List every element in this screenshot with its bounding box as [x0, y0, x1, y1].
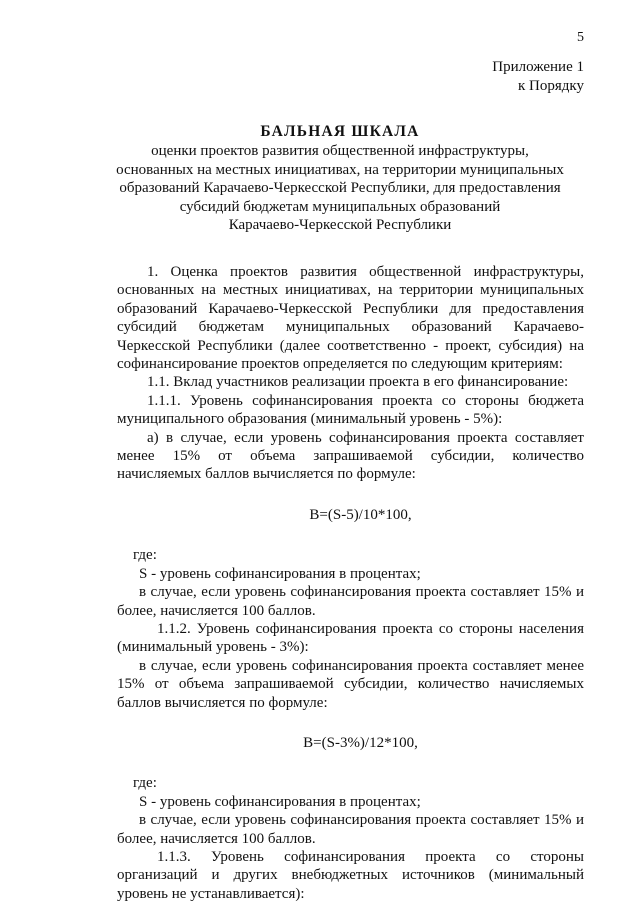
- page-number: 5: [577, 30, 584, 45]
- subtitle-line: образований Карачаево-Черкесской Республики, для предоставления: [119, 180, 561, 196]
- paragraph-1-1-3: 1.1.3. Уровень софинансирования проекта со стороны организаций и других внебюджетных источников (минимальный уровень не устанавливается):: [117, 848, 584, 902]
- where-label-2: где:: [133, 775, 157, 792]
- case-paragraph-2a: в случае, если уровень софинансирования проекта составляет менее 15% от объема запрашиваемой субсидии, количество начисляемых баллов вычисляется по формуле:: [117, 657, 584, 711]
- subtitle-line: Карачаево-Черкесской Республики: [228, 217, 452, 233]
- where-label-1: где:: [133, 547, 157, 564]
- paragraph-1-1-1: 1.1.1. Уровень софинансирования проекта со стороны бюджета муниципального образования (минимальный уровень - 5%):: [117, 392, 584, 428]
- annex-line-2: к Порядку: [518, 78, 584, 94]
- annex-reference: [492, 58, 584, 96]
- formula-1: B=(S-5)/10*100,: [309, 506, 412, 523]
- subtitle-line: оценки проектов развития общественной инфраструктуры,: [151, 143, 529, 159]
- annex-line-1: Приложение 1: [492, 59, 584, 75]
- paragraph-1-1-2: 1.1.2. Уровень софинансирования проекта со стороны населения (минимальный уровень - 3%):: [117, 620, 584, 656]
- paragraph-a: а) в случае, если уровень софинансирования проекта составляет менее 15% от объема запрашиваемой субсидии, количество начисляемых баллов вычисляется по формуле:: [117, 429, 584, 483]
- document-title: БАЛЬНАЯ ШКАЛА: [260, 123, 420, 140]
- formula-2: B=(S-3%)/12*100,: [303, 734, 418, 751]
- subtitle-line: субсидий бюджетам муниципальных образований: [179, 198, 501, 215]
- s-definition-2: S - уровень софинансирования в процентах;: [139, 793, 421, 810]
- s-definition-1: S - уровень софинансирования в процентах;: [139, 565, 421, 582]
- case-paragraph-2b: в случае, если уровень софинансирования проекта составляет 15% и более, начисляется 100 баллов.: [117, 812, 584, 847]
- title-block: [90, 122, 590, 235]
- subtitle-line: основанных на местных инициативах, на территории муниципальных: [116, 161, 564, 178]
- case-paragraph-1: в случае, если уровень софинансирования проекта составляет 15% и более, начисляется 100 баллов.: [117, 584, 584, 619]
- paragraph-1: 1. Оценка проектов развития общественной инфраструктуры, основанных на местных инициативах, на территории муниципальных образований Карачаево-Черкесской Республики для предоставления субсидий бюджетам муниципальных образований Карачаево-Черкесской Республики (далее соответственно - проект, субсидия) на софинансирование проектов определяется по следующим критериям:: [117, 264, 584, 373]
- paragraph-1-1: 1.1. Вклад участников реализации проекта в его финансирование:: [147, 374, 569, 391]
- document-body: [117, 263, 584, 903]
